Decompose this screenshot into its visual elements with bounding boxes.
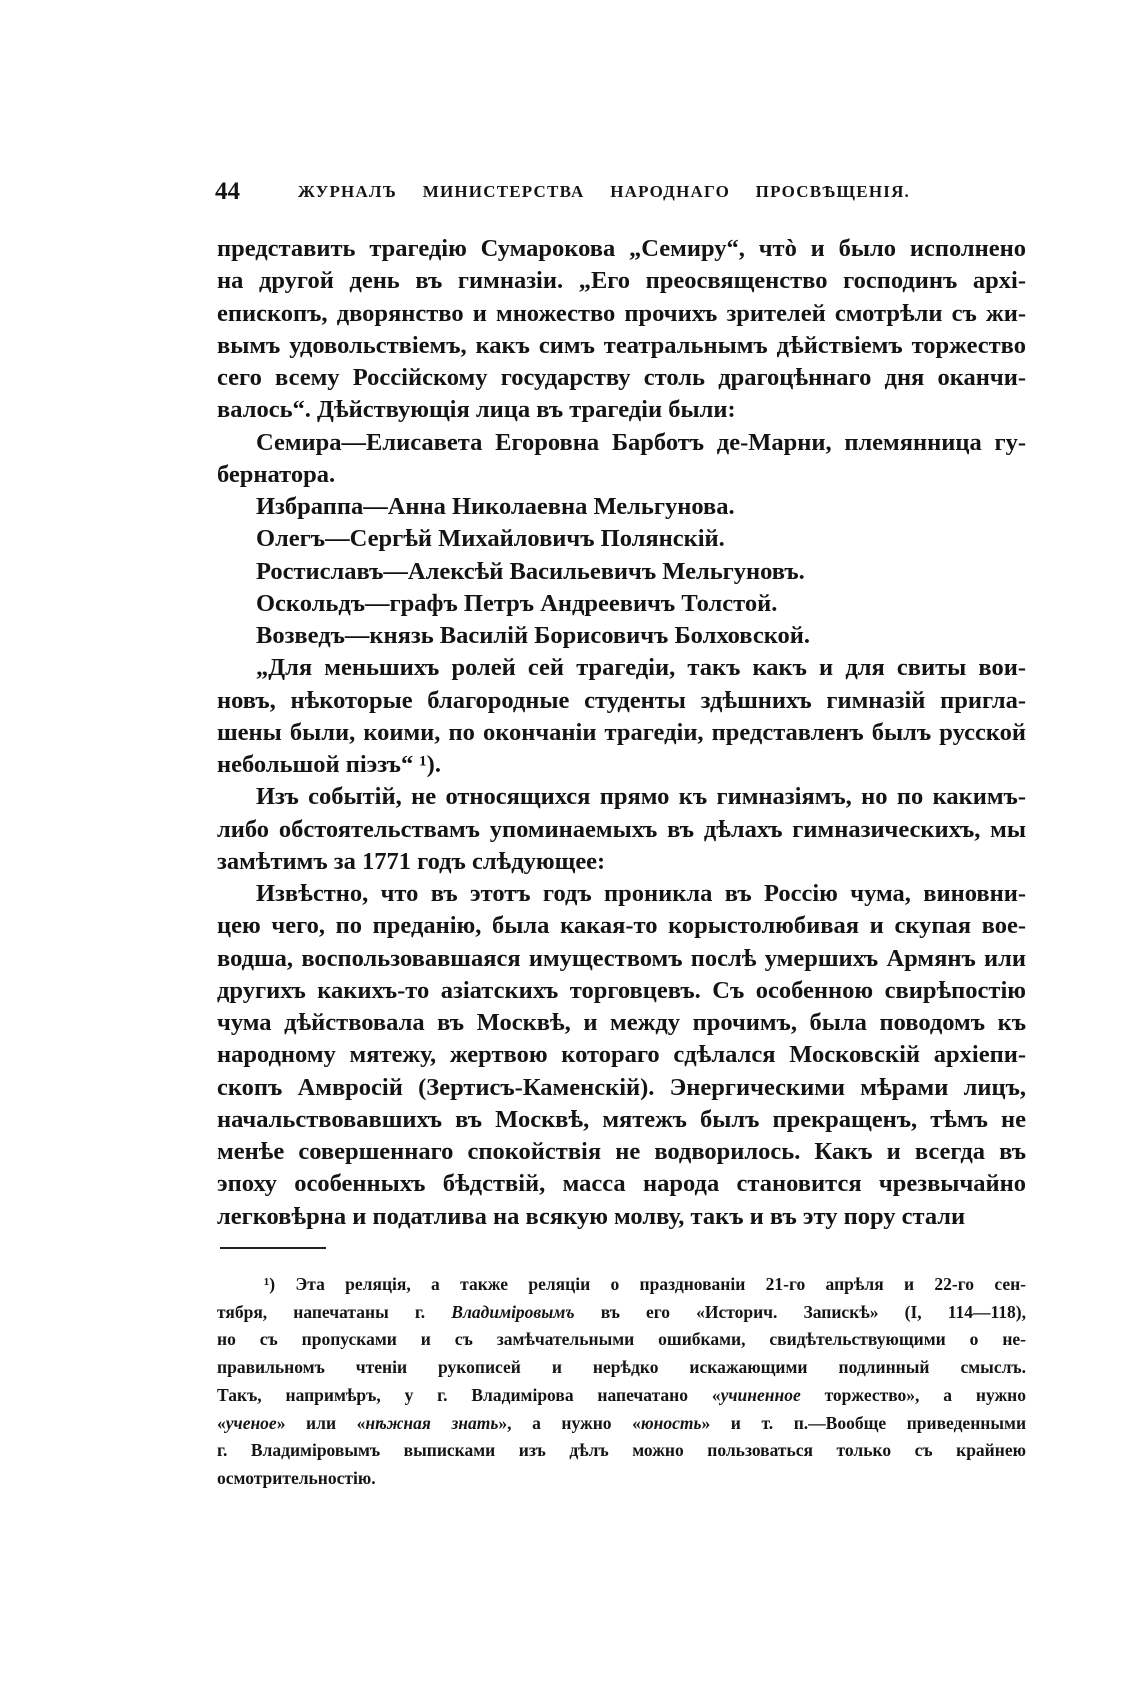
text-line: новъ, нѣкоторые благородные студенты здѣшнихъ гимназій пригла- — [217, 686, 1026, 714]
text-line: Извѣстно, что въ этотъ годъ проникла въ Россію чума, виновни- — [256, 880, 1026, 907]
text-line: другихъ какихъ-то азіатскихъ торговцевъ. Съ особенною свирѣпостію — [217, 976, 1026, 1004]
footnote-text: ¹) Эта реляція, а также реляціи о празднованіи 21-го апрѣля и 22-го сен- — [264, 1274, 1026, 1294]
footnote-line — [217, 1299, 1026, 1325]
text-line: сего всему Россійскому государству столь драгоцѣннаго дня оканчи- — [217, 364, 1026, 391]
footnote-line — [217, 1437, 1026, 1463]
text-line: Избраппа—Анна Николаевна Мельгунова. — [256, 493, 735, 520]
italic-text: учиненное — [720, 1384, 801, 1405]
text-line: цею чего, по преданію, была какая-то корыстолюбивая и скупая вое- — [217, 912, 1026, 940]
italic-text: нѣжная знать — [365, 1412, 499, 1433]
text-line: представить трагедію Сумарокова „Семиру“, чтò и было исполнено — [217, 235, 1026, 262]
footnote-line — [217, 1326, 1026, 1352]
footnote-line — [264, 1271, 1026, 1297]
footnote-line — [217, 1410, 1026, 1436]
text-line: менѣе совершеннаго спокойствія не водворилось. Какъ и всегда въ — [217, 1138, 1026, 1165]
text-line: епископъ, дворянство и множество прочихъ зрителей смотрѣли съ жи- — [217, 299, 1026, 327]
text-line: начальствовавшихъ въ Москвѣ, мятежъ былъ прекращенъ, тѣмъ не — [217, 1105, 1026, 1133]
footnote-text: « — [217, 1412, 226, 1433]
text-line: скопъ Амвросій (Зертисъ-Каменскій). Энергическими мѣрами лицъ, — [217, 1073, 1026, 1101]
text-line: небольшой піэзъ“ ¹). — [217, 751, 441, 778]
footnote-line — [217, 1465, 1026, 1491]
footnote-text: », а нужно « — [498, 1412, 641, 1433]
text-line: вымъ удовольствіемъ, какъ симъ театральнымъ дѣйствіемъ торжество — [217, 331, 1026, 359]
text-line: Ростиславъ—Алексѣй Васильевичъ Мельгуновъ. — [256, 557, 805, 585]
text-line: Семира—Елисавета Егоровна Барботъ де-Марни, племянница гу- — [256, 428, 1026, 456]
text-line: Олегъ—Сергѣй Михайловичъ Полянскій. — [256, 525, 725, 553]
italic-text: юность — [640, 1412, 702, 1433]
text-line: замѣтимъ за 1771 годъ слѣдующее: — [217, 847, 606, 875]
italic-text: ученое — [225, 1412, 277, 1433]
footnote-text: тября, напечатаны г. — [217, 1301, 452, 1322]
text-line: Оскольдъ—графъ Петръ Андреевичъ Толстой. — [256, 589, 778, 617]
footnote-text: въ его «Историч. Запискѣ» (I, 114—118), — [574, 1301, 1026, 1322]
footnote-text: осмотрительностію. — [217, 1467, 376, 1488]
text-line: шены были, коими, по окончаніи трагедіи, представленъ былъ русской — [217, 718, 1026, 746]
italic-text: Владиміровымъ — [451, 1301, 575, 1322]
text-line: Изъ событій, не относящихся прямо къ гимназіямъ, но по какимъ- — [256, 783, 1026, 811]
text-line: „Для меньшихъ ролей сей трагедіи, такъ какъ и для свиты вои- — [256, 654, 1026, 682]
text-line: Возведъ—князь Василій Борисовичъ Болховской. — [256, 622, 810, 649]
text-line: чума дѣйствовала въ Москвѣ, и между прочимъ, была поводомъ къ — [217, 1009, 1026, 1036]
footnote-text: » и т. п.—Вообще приведенными — [701, 1412, 1027, 1433]
page-number: 44 — [215, 178, 240, 205]
text-line: либо обстоятельствамъ упоминаемыхъ въ дѣлахъ гимназическихъ, мы — [217, 815, 1026, 843]
footnote-text: » или « — [276, 1412, 366, 1433]
footnote-line — [217, 1382, 1026, 1408]
text-line: легковѣрна и податлива на всякую молву, такъ и въ эту пору стали — [217, 1202, 966, 1230]
text-line: водша, воспользовавшаяся имуществомъ послѣ умершихъ Армянъ или — [217, 944, 1026, 972]
footnote-text: но съ пропусками и съ замѣчательными ошибками, свидѣтельствующими о не- — [217, 1329, 1026, 1350]
text-line: народному мятежу, жертвою котораго сдѣлался Московскій архіепи- — [217, 1041, 1026, 1069]
footnote-text: правильномъ чтеніи рукописей и нерѣдко искажающими подлинный смыслъ. — [217, 1357, 1026, 1378]
text-line: на другой день въ гимназіи. „Его преосвященство господинъ архі- — [217, 267, 1026, 295]
footnote-text: Такъ, напримѣръ, у г. Владимірова напечатано « — [217, 1384, 721, 1405]
footnote-text: торжество», а нужно — [800, 1384, 1026, 1405]
text-line: эпоху особенныхъ бѣдствій, масса народа становится чрезвычайно — [217, 1170, 1026, 1198]
footnote-text: г. Владиміровымъ выписками изъ дѣлъ можно пользоваться только съ крайнею — [217, 1440, 1026, 1461]
running-title: ЖУРНАЛЪ МИНИСТЕРСТВА НАРОДНАГО ПРОСВѢЩЕНІЯ. — [298, 182, 910, 201]
text-line: бернатора. — [217, 460, 336, 488]
footnote-line — [217, 1354, 1026, 1380]
footnote-divider — [220, 1247, 326, 1249]
text-line: валось“. Дѣйствующія лица въ трагедіи были: — [217, 396, 736, 424]
